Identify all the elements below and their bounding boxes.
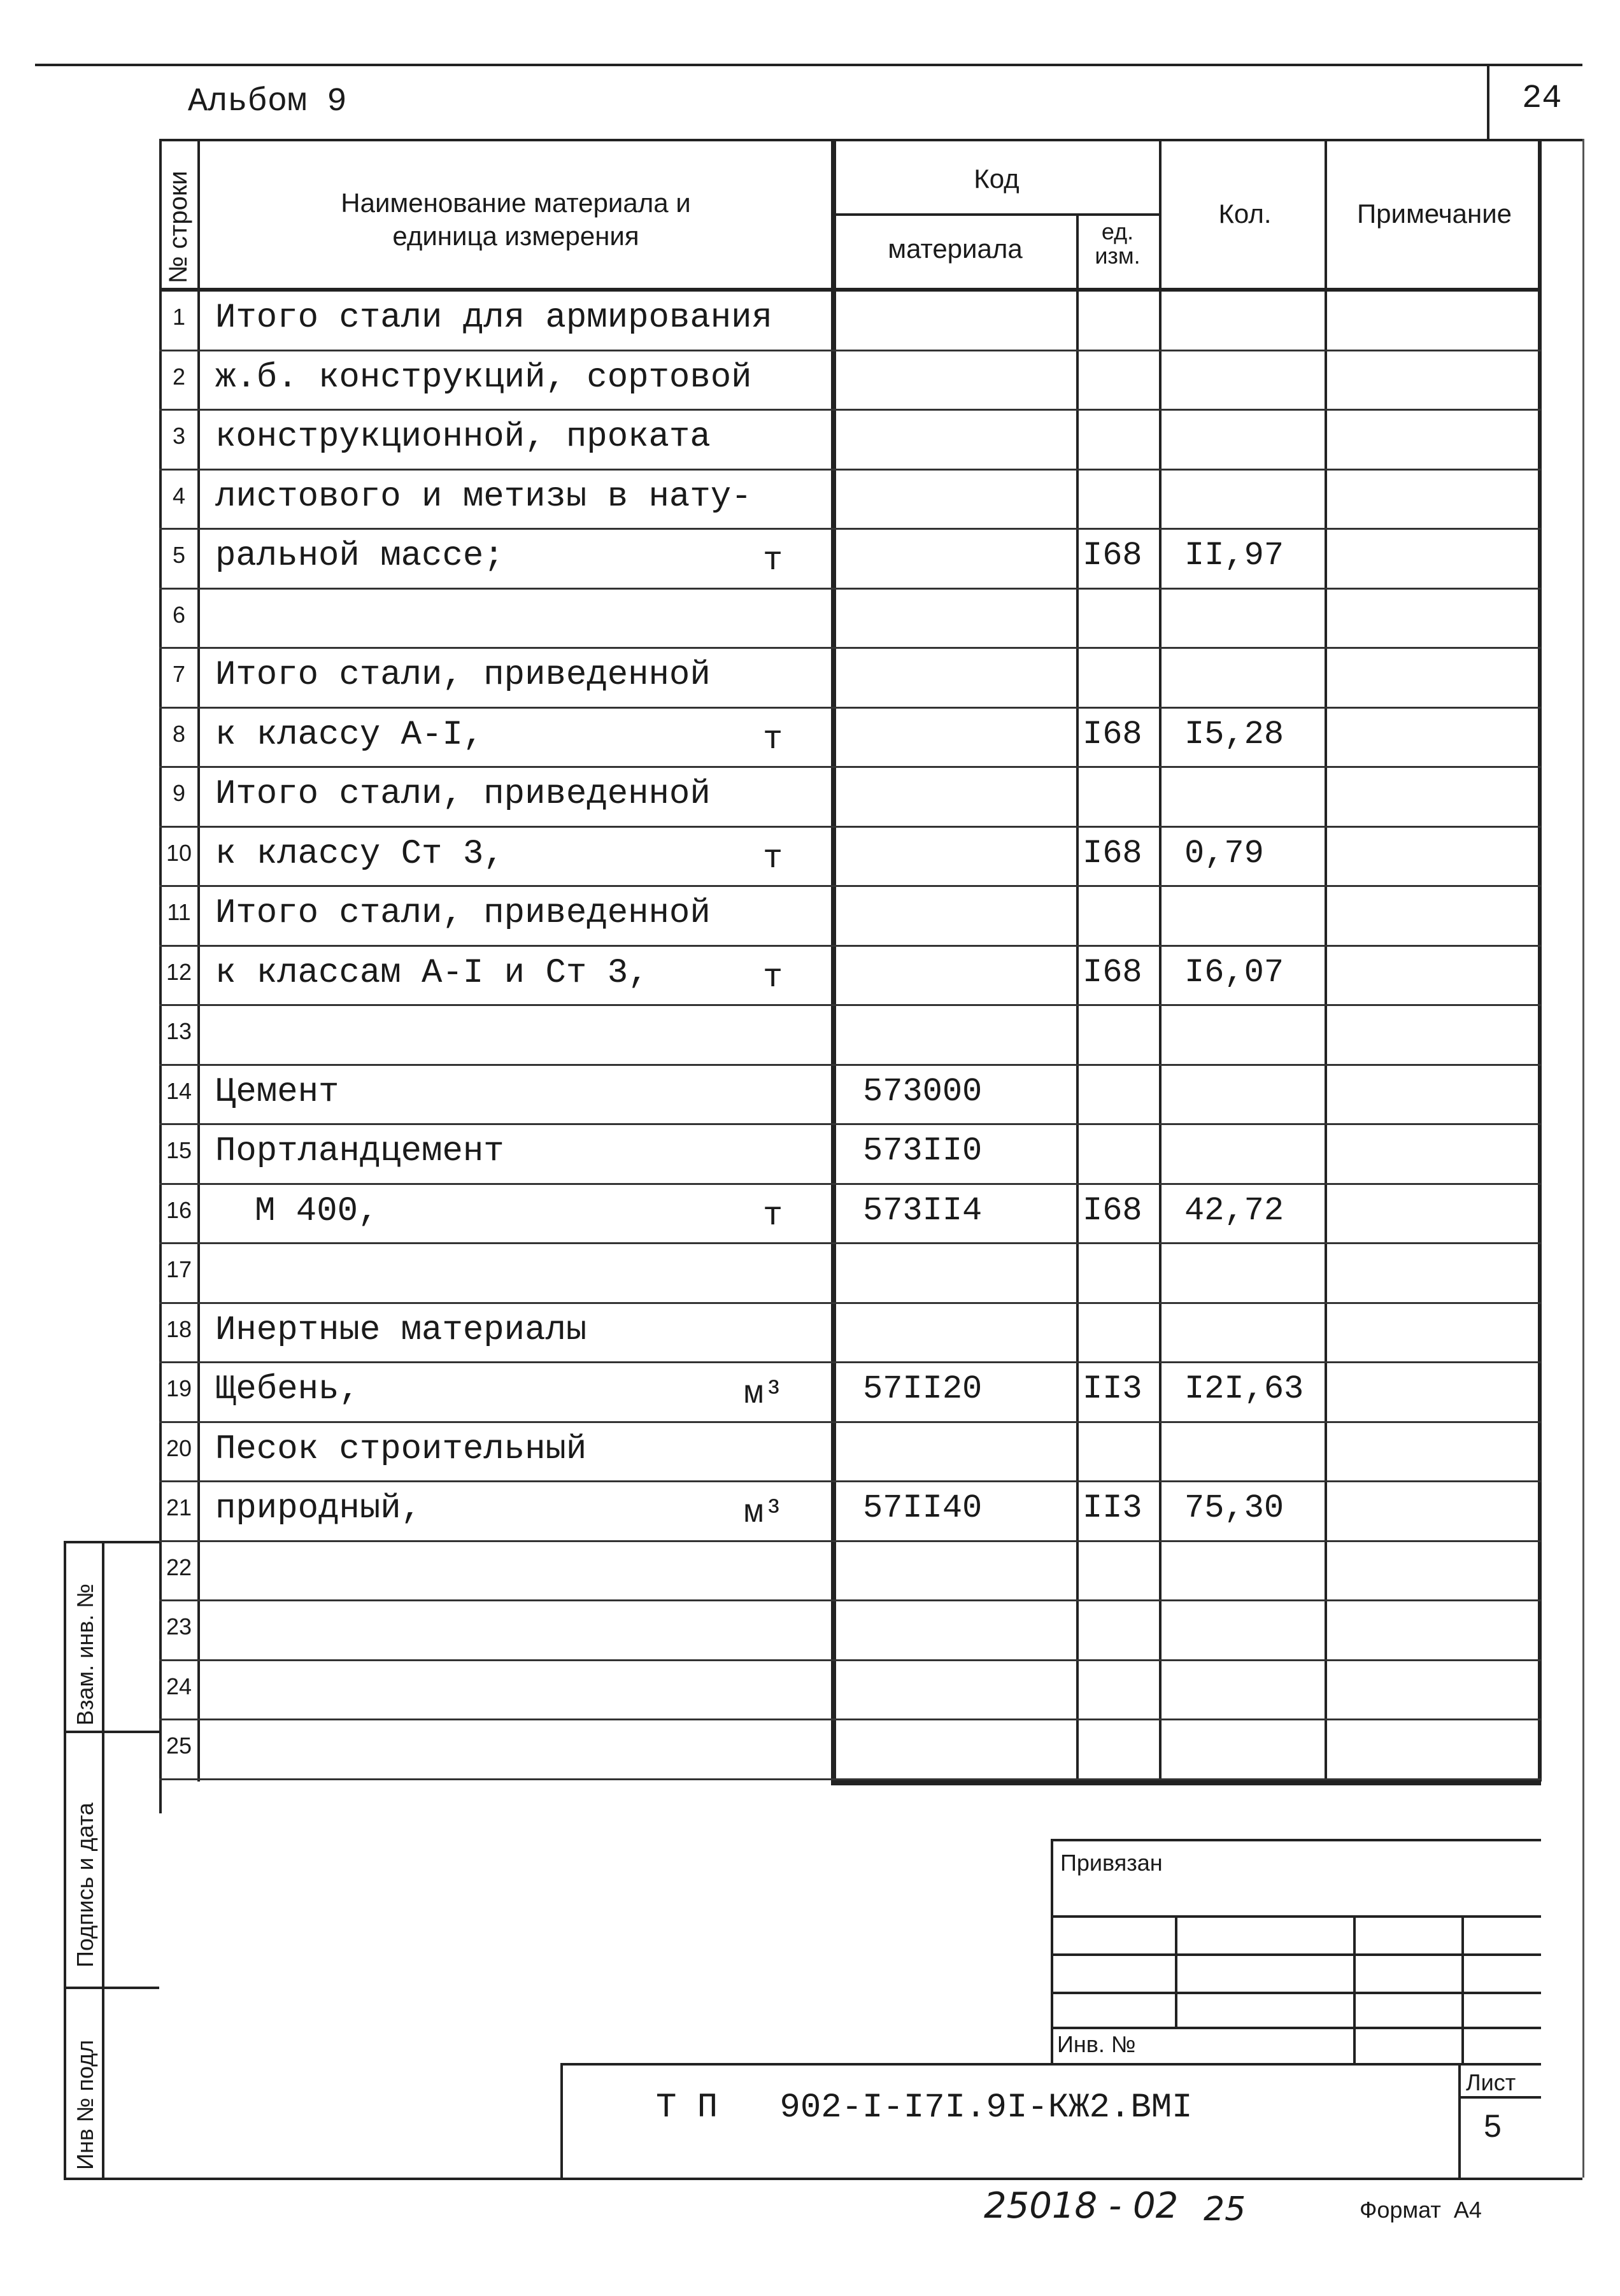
col-header-name-line2: единица измерения — [392, 221, 639, 251]
tb-grid-col2 — [1353, 1915, 1356, 2063]
row-name: листового и метизы в нату- — [215, 478, 752, 516]
row-divider — [159, 350, 1541, 351]
row-material-code: 57II20 — [863, 1370, 983, 1408]
row-quantity: I6,07 — [1184, 954, 1284, 991]
footer-format: Формат А4 — [1360, 2197, 1482, 2223]
row-unit-code: I68 — [1083, 1192, 1142, 1229]
row-number: 23 — [166, 1613, 192, 1640]
row-quantity: I2I,63 — [1184, 1370, 1304, 1408]
row-material-code: 57II40 — [863, 1489, 983, 1527]
row-number: 5 — [172, 542, 186, 568]
tb-inv-no: Инв. № — [1057, 2031, 1136, 2057]
col-header-note: Примечание — [1356, 199, 1512, 229]
row-number: 13 — [166, 1018, 192, 1044]
row-unit: т — [763, 721, 783, 758]
table-top-border — [159, 139, 1582, 141]
row-number: 8 — [172, 721, 186, 747]
row-number: 16 — [166, 1197, 192, 1223]
row-number: 21 — [166, 1494, 192, 1520]
row-number: 15 — [166, 1137, 192, 1163]
row-divider — [159, 1718, 1541, 1720]
tb-grid-4 — [1051, 2027, 1541, 2029]
row-divider — [159, 1183, 1541, 1185]
col-header-code-material: материала — [888, 234, 1023, 264]
row-divider — [159, 766, 1541, 768]
table-right-border — [1538, 139, 1542, 1782]
row-name: Портландцемент — [215, 1132, 504, 1171]
row-material-code: 573II4 — [863, 1192, 983, 1229]
col-divider-code — [831, 139, 836, 1782]
row-divider — [159, 1421, 1541, 1423]
row-name: Итого стали, приведенной — [215, 656, 711, 695]
row-unit-code: I68 — [1083, 835, 1142, 872]
tb-privyazan-left — [1051, 1839, 1053, 2063]
col-divider-rowno — [197, 139, 200, 1782]
row-divider — [159, 1242, 1541, 1244]
row-divider — [159, 1064, 1541, 1066]
row-number: 10 — [166, 840, 192, 866]
side-stamp-top — [64, 1541, 159, 1543]
row-quantity: 75,30 — [1184, 1489, 1284, 1527]
row-number: 3 — [172, 423, 186, 449]
col-divider-unitcode — [1076, 213, 1079, 1782]
row-material-code: 573000 — [863, 1073, 983, 1110]
row-name: ж.б. конструкций, сортовой — [215, 358, 752, 397]
row-divider — [159, 1540, 1541, 1542]
side-stamp-left-border — [64, 1541, 66, 2178]
row-name: Итого стали для армирования — [215, 299, 772, 337]
row-number: 19 — [166, 1375, 192, 1401]
col-header-code-unit: ед. изм. — [1095, 218, 1140, 269]
row-divider — [159, 826, 1541, 828]
row-number: 25 — [166, 1733, 192, 1759]
row-name: Цемент — [215, 1073, 339, 1112]
album-title: Альбом 9 — [188, 83, 347, 120]
row-divider — [159, 945, 1541, 947]
row-unit: т — [763, 542, 783, 579]
row-divider — [159, 1123, 1541, 1125]
row-unit: т — [763, 959, 783, 996]
footer-handwritten-number: 25018 - 02 — [984, 2185, 1179, 2227]
col-header-row-no: № строки — [164, 171, 192, 283]
row-divider — [159, 1480, 1541, 1482]
row-quantity: 42,72 — [1184, 1192, 1284, 1229]
row-unit-code: I68 — [1083, 954, 1142, 991]
tb-sheet-no: 5 — [1484, 2108, 1502, 2144]
row-number: 4 — [172, 483, 186, 509]
row-divider — [159, 1778, 1541, 1780]
col-header-name — [210, 187, 821, 253]
tb-doc-code: Т П 902-I-I7I.9I-КЖ2.ВМI — [656, 2088, 1193, 2127]
side-stamp-right-border — [102, 1541, 104, 2178]
table-bottom-border — [831, 1780, 1541, 1785]
col-header-qty: Кол. — [1218, 199, 1272, 229]
tb-main-left — [560, 2063, 563, 2178]
tb-sheet-split — [1458, 2096, 1541, 2099]
row-name: Итого стали, приведенной — [215, 894, 711, 933]
row-name: к классу Ст 3, — [215, 835, 504, 874]
row-number: 18 — [166, 1316, 192, 1342]
tb-grid-col3 — [1461, 1915, 1464, 2063]
row-unit-code: I68 — [1083, 537, 1142, 574]
row-name: Песок строительный — [215, 1430, 587, 1469]
row-unit-code: II3 — [1083, 1370, 1142, 1408]
frame-bottom — [64, 2178, 1582, 2180]
row-unit-code: I68 — [1083, 716, 1142, 753]
row-number: 2 — [172, 364, 186, 390]
col-header-code: Код — [974, 164, 1020, 194]
side-stamp-div2 — [64, 1987, 159, 1989]
side-stamp-vzam: Взам. инв. № — [72, 1583, 98, 1726]
row-number: 12 — [166, 959, 192, 985]
row-divider — [159, 1302, 1541, 1304]
row-unit: т — [763, 1197, 783, 1235]
tb-grid-1 — [1051, 1915, 1541, 1918]
page-number: 24 — [1522, 80, 1562, 117]
row-number: 7 — [172, 661, 186, 687]
row-divider — [159, 885, 1541, 887]
row-number: 22 — [166, 1554, 192, 1580]
col-header-name-line1: Наименование материала и — [341, 188, 691, 218]
row-quantity: 0,79 — [1184, 835, 1264, 872]
row-number: 9 — [172, 780, 186, 806]
row-number: 11 — [167, 899, 191, 925]
side-stamp-podpis: Подпись и дата — [72, 1803, 98, 1967]
table-left-border — [159, 139, 162, 1813]
header-code-split — [831, 213, 1159, 216]
frame-right — [1582, 139, 1584, 2178]
row-number: 14 — [166, 1078, 192, 1104]
row-number: 6 — [172, 602, 186, 628]
row-number: 20 — [166, 1435, 192, 1461]
row-unit-code: II3 — [1083, 1489, 1142, 1527]
row-name: к классу А-I, — [215, 716, 484, 755]
row-divider — [159, 588, 1541, 590]
row-divider — [159, 1004, 1541, 1006]
row-name: Итого стали, приведенной — [215, 775, 711, 814]
row-unit: т — [763, 840, 783, 877]
row-divider — [159, 1599, 1541, 1601]
row-divider — [159, 409, 1541, 411]
footer-page: 25 — [1204, 2190, 1246, 2229]
tb-sheet-label: Лист — [1466, 2069, 1516, 2095]
side-stamp-inv: Инв № подл — [72, 2039, 98, 2170]
row-name: ральной массе; — [215, 537, 504, 576]
row-name: Инертные материалы — [215, 1311, 587, 1350]
top-right-divider — [1487, 64, 1489, 140]
row-divider — [159, 707, 1541, 709]
row-name: природный, — [215, 1489, 422, 1528]
row-divider — [159, 469, 1541, 471]
row-name: к классам А-I и Ст 3, — [215, 954, 649, 993]
row-quantity: I5,28 — [1184, 716, 1284, 753]
tb-sheet-left — [1458, 2063, 1461, 2178]
col-divider-note — [1325, 139, 1327, 1782]
row-material-code: 573II0 — [863, 1132, 983, 1170]
tb-main-top — [560, 2063, 1541, 2066]
side-stamp-div1 — [64, 1731, 159, 1733]
row-divider — [159, 528, 1541, 530]
row-number: 17 — [166, 1256, 192, 1282]
top-rule — [35, 64, 1582, 66]
row-name: Щебень, — [215, 1370, 360, 1409]
row-name: конструкционной, проката — [215, 418, 711, 457]
row-number: 24 — [166, 1673, 192, 1699]
tb-grid-3 — [1051, 1992, 1541, 1994]
row-divider — [159, 1659, 1541, 1661]
col-divider-qty — [1159, 139, 1162, 1782]
row-divider — [159, 1361, 1541, 1363]
tb-grid-col1 — [1175, 1915, 1177, 2027]
row-unit: м³ — [744, 1494, 784, 1532]
tb-privyazan-top — [1051, 1839, 1541, 1841]
row-unit: м³ — [744, 1375, 784, 1413]
row-quantity: II,97 — [1184, 537, 1284, 574]
row-number: 1 — [172, 304, 186, 330]
tb-privyazan: Привязан — [1060, 1850, 1163, 1876]
header-bottom-border — [159, 288, 1541, 292]
row-name: М 400, — [255, 1192, 379, 1231]
row-divider — [159, 647, 1541, 649]
tb-grid-2 — [1051, 1953, 1541, 1956]
